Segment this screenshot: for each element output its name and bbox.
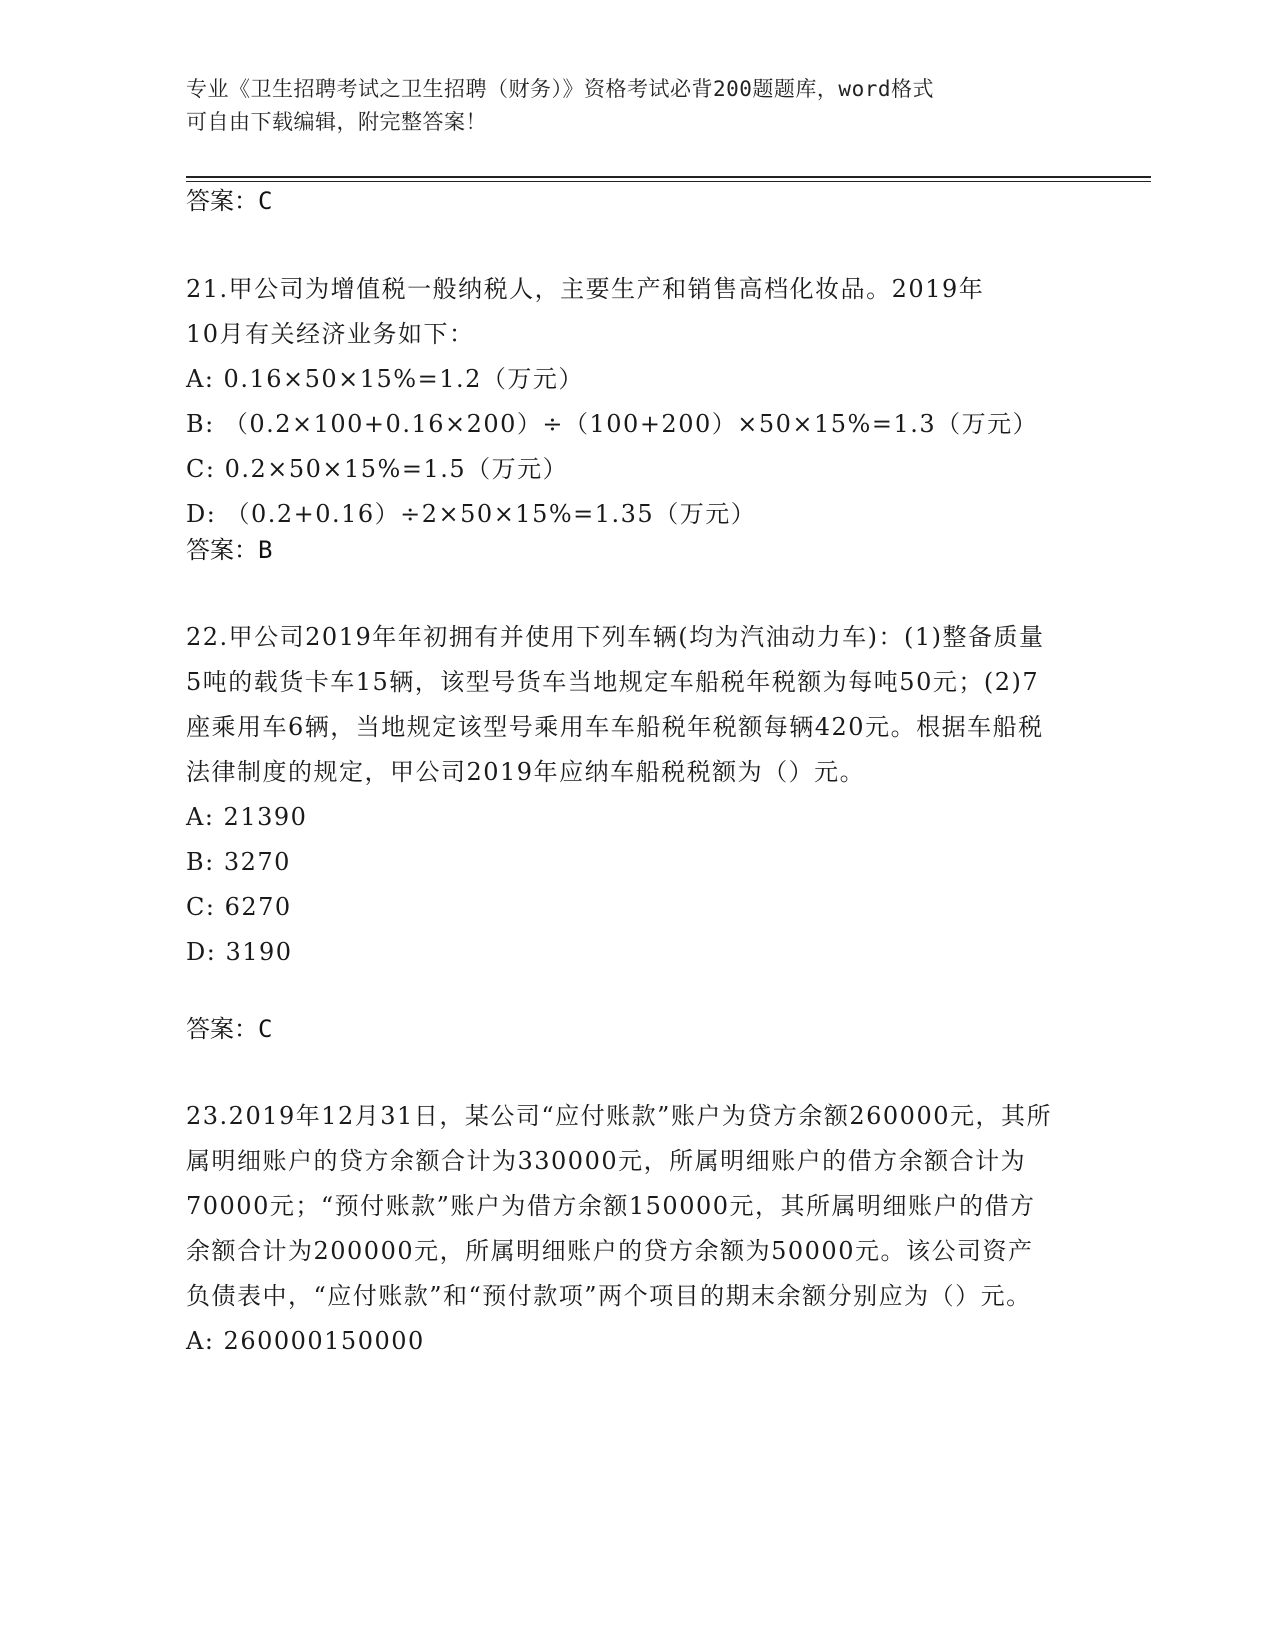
header-line-1: 专业《卫生招聘考试之卫生招聘（财务）》资格考试必背200题题库，word格式 [186,77,934,101]
question-22 [186,615,1086,975]
option-a: A: 260000150000 [186,1327,425,1355]
answer-22: 答案：C [186,1015,273,1043]
header-divider [186,176,1151,178]
option-c: C: 0.2×50×15%=1.5（万元） [186,455,569,483]
option-d: D: （0.2+0.16）÷2×50×15%=1.35（万元） [186,500,757,528]
answer-previous: 答案：C [186,187,273,215]
option-b: B: 3270 [186,848,291,876]
option-d: D: 3190 [186,938,293,966]
question-23 [186,1094,1086,1364]
question-text: 23.2019年12月31日，某公司“应付账款”账户为贷方余额260000元，其所属明细账户的贷方余额合计为330000元，所属明细账户的借方余额合计为70000元；“预付账款”账户为借方余额150000元，其所属明细账户的借方余额合计为200000元，所属明细账户的贷方余额为50000元。该公司资产负债表中，“应付账款”和“预付款项”两个项目的期末余额分别应为（）元。 [186,1102,1052,1310]
option-a: A: 0.16×50×15%=1.2（万元） [186,365,584,393]
question-text: 21.甲公司为增值税一般纳税人，主要生产和销售高档化妆品。2019年10月有关经济业务如下： [186,275,985,348]
question-21 [186,267,1086,537]
option-c: C: 6270 [186,893,292,921]
document-header [186,73,1066,139]
header-divider-thin [186,181,1151,182]
question-text: 22.甲公司2019年年初拥有并使用下列车辆(均为汽油动力车)：(1)整备质量5吨的载货卡车15辆，该型号货车当地规定车船税年税额为每吨50元；(2)7座乘用车6辆，当地规定该型号乘用车车船税年税额每辆420元。根据车船税法律制度的规定，甲公司2019年应纳车船税税额为（）元。 [186,623,1045,786]
answer-21: 答案：B [186,536,273,564]
header-line-2: 可自由下载编辑，附完整答案！ [186,110,487,134]
option-b: B: （0.2×100+0.16×200）÷（100+200）×50×15%=1.3（万元） [186,410,1039,438]
option-a: A: 21390 [186,803,308,831]
